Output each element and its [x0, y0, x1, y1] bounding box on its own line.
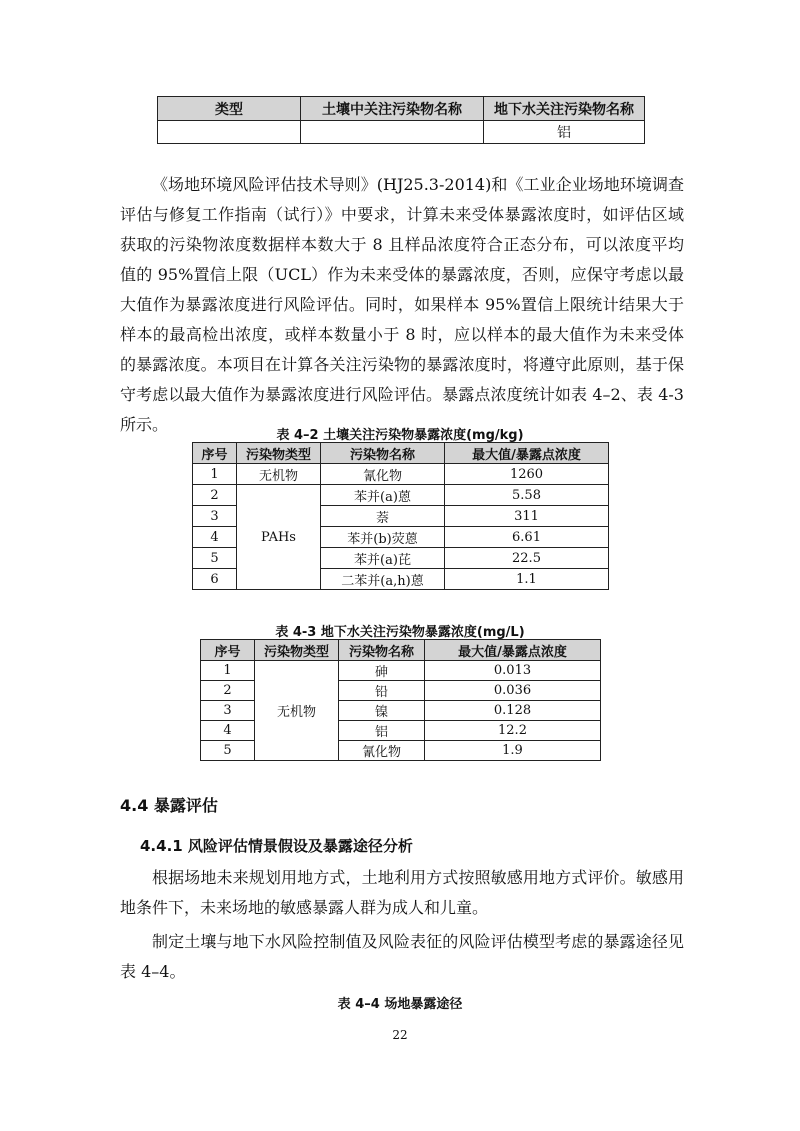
- header-no: 序号: [201, 640, 255, 661]
- page-number: 22: [392, 1028, 408, 1042]
- groundwater-exposure-table: [200, 639, 601, 761]
- header-type: 类型: [158, 97, 301, 121]
- cell-no: 5: [193, 548, 237, 569]
- cell-type-merged: 无机物: [255, 661, 339, 761]
- cell-value: 311: [445, 506, 609, 527]
- soil-exposure-table: [192, 442, 609, 590]
- cell-value: 1.1: [445, 569, 609, 590]
- cell-no: 4: [193, 527, 237, 548]
- cell-no: 3: [193, 506, 237, 527]
- cell-name: 砷: [339, 661, 425, 681]
- cell-name: 萘: [321, 506, 445, 527]
- table-row: [193, 464, 609, 485]
- header-no: 序号: [193, 443, 237, 464]
- cell-value: 0.128: [425, 701, 601, 721]
- header-contaminant-type: 污染物类型: [255, 640, 339, 661]
- cell-no: 5: [201, 741, 255, 761]
- cell-value: 0.013: [425, 661, 601, 681]
- cell-value: 1.9: [425, 741, 601, 761]
- section-heading-4-4-1: 4.4.1 风险评估情景假设及暴露途径分析: [140, 837, 413, 855]
- table-row: [193, 485, 609, 506]
- cell-value: 12.2: [425, 721, 601, 741]
- cell-type: 无机物: [237, 464, 321, 485]
- cell-value: 1260: [445, 464, 609, 485]
- cell-name: 苯并(a)芘: [321, 548, 445, 569]
- cell-no: 2: [193, 485, 237, 506]
- cell-name: 氰化物: [321, 464, 445, 485]
- intro-paragraph: 《场地环境风险评估技术导则》(HJ25.3-2014)和《工业企业场地环境调查评估与修复工作指南（试行）》中要求，计算未来受体暴露浓度时，如评估区域获取的污染物浓度数据样本数大于 8 且样品浓度符合正态分布，可以浓度平均值的 95%置信上限（UCL）作为未来受体的暴露浓度，否则，应保守考虑以最大值作为暴露浓度进行风险评估。同时，如果样本 95%置信上限统计结果大于样本的最高检出浓度，或样本数量小于 8 时，应以样本的最大值作为未来受体的暴露浓度。本项目在计算各关注污染物的暴露浓度时，将遵守此原则，基于保守考虑以最大值作为暴露浓度进行风险评估。暴露点浓度统计如表 4–2、表 4-3 所示。: [120, 175, 684, 434]
- header-max-value: 最大值/暴露点浓度: [445, 443, 609, 464]
- cell-name: 镍: [339, 701, 425, 721]
- table-4-2-caption: 表 4–2 土壤关注污染物暴露浓度(mg/kg): [276, 428, 524, 443]
- cell-type-merged: PAHs: [237, 485, 321, 590]
- cell-no: 1: [193, 464, 237, 485]
- cell-name: 铅: [339, 681, 425, 701]
- cell-value: 5.58: [445, 485, 609, 506]
- cell-value: 22.5: [445, 548, 609, 569]
- scenario-paragraph: 根据场地未来规划用地方式，土地利用方式按照敏感用地方式评价。敏感用地条件下，未来场地的敏感暴露人群为成人和儿童。: [120, 868, 684, 917]
- header-contaminant-name: 污染物名称: [339, 640, 425, 661]
- cell-no: 3: [201, 701, 255, 721]
- cell-type: [158, 121, 301, 144]
- cell-name: 铝: [339, 721, 425, 741]
- header-contaminant-type: 污染物类型: [237, 443, 321, 464]
- cell-no: 2: [201, 681, 255, 701]
- cell-no: 1: [201, 661, 255, 681]
- table-4-3-caption: 表 4-3 地下水关注污染物暴露浓度(mg/L): [275, 625, 525, 640]
- pathway-paragraph: 制定土壤与地下水风险控制值及风险表征的风险评估模型考虑的暴露途径见表 4–4。: [120, 932, 684, 981]
- header-max-value: 最大值/暴露点浓度: [425, 640, 601, 661]
- cell-soil-contaminant: [301, 121, 484, 144]
- section-heading-4-4: 4.4 暴露评估: [120, 796, 218, 815]
- cell-name: 二苯并(a,h)蒽: [321, 569, 445, 590]
- header-soil-contaminant: 土壤中关注污染物名称: [301, 97, 484, 121]
- table-4-4-caption: 表 4–4 场地暴露途径: [337, 997, 463, 1012]
- cell-name: 苯并(b)荧蒽: [321, 527, 445, 548]
- cell-no: 4: [201, 721, 255, 741]
- cell-no: 6: [193, 569, 237, 590]
- table-row: [201, 661, 601, 681]
- header-groundwater-contaminant: 地下水关注污染物名称: [484, 97, 645, 121]
- contaminant-type-table: [157, 96, 645, 144]
- cell-value: 0.036: [425, 681, 601, 701]
- cell-value: 6.61: [445, 527, 609, 548]
- header-contaminant-name: 污染物名称: [321, 443, 445, 464]
- cell-groundwater-contaminant: 铝: [484, 121, 645, 144]
- cell-name: 苯并(a)蒽: [321, 485, 445, 506]
- cell-name: 氰化物: [339, 741, 425, 761]
